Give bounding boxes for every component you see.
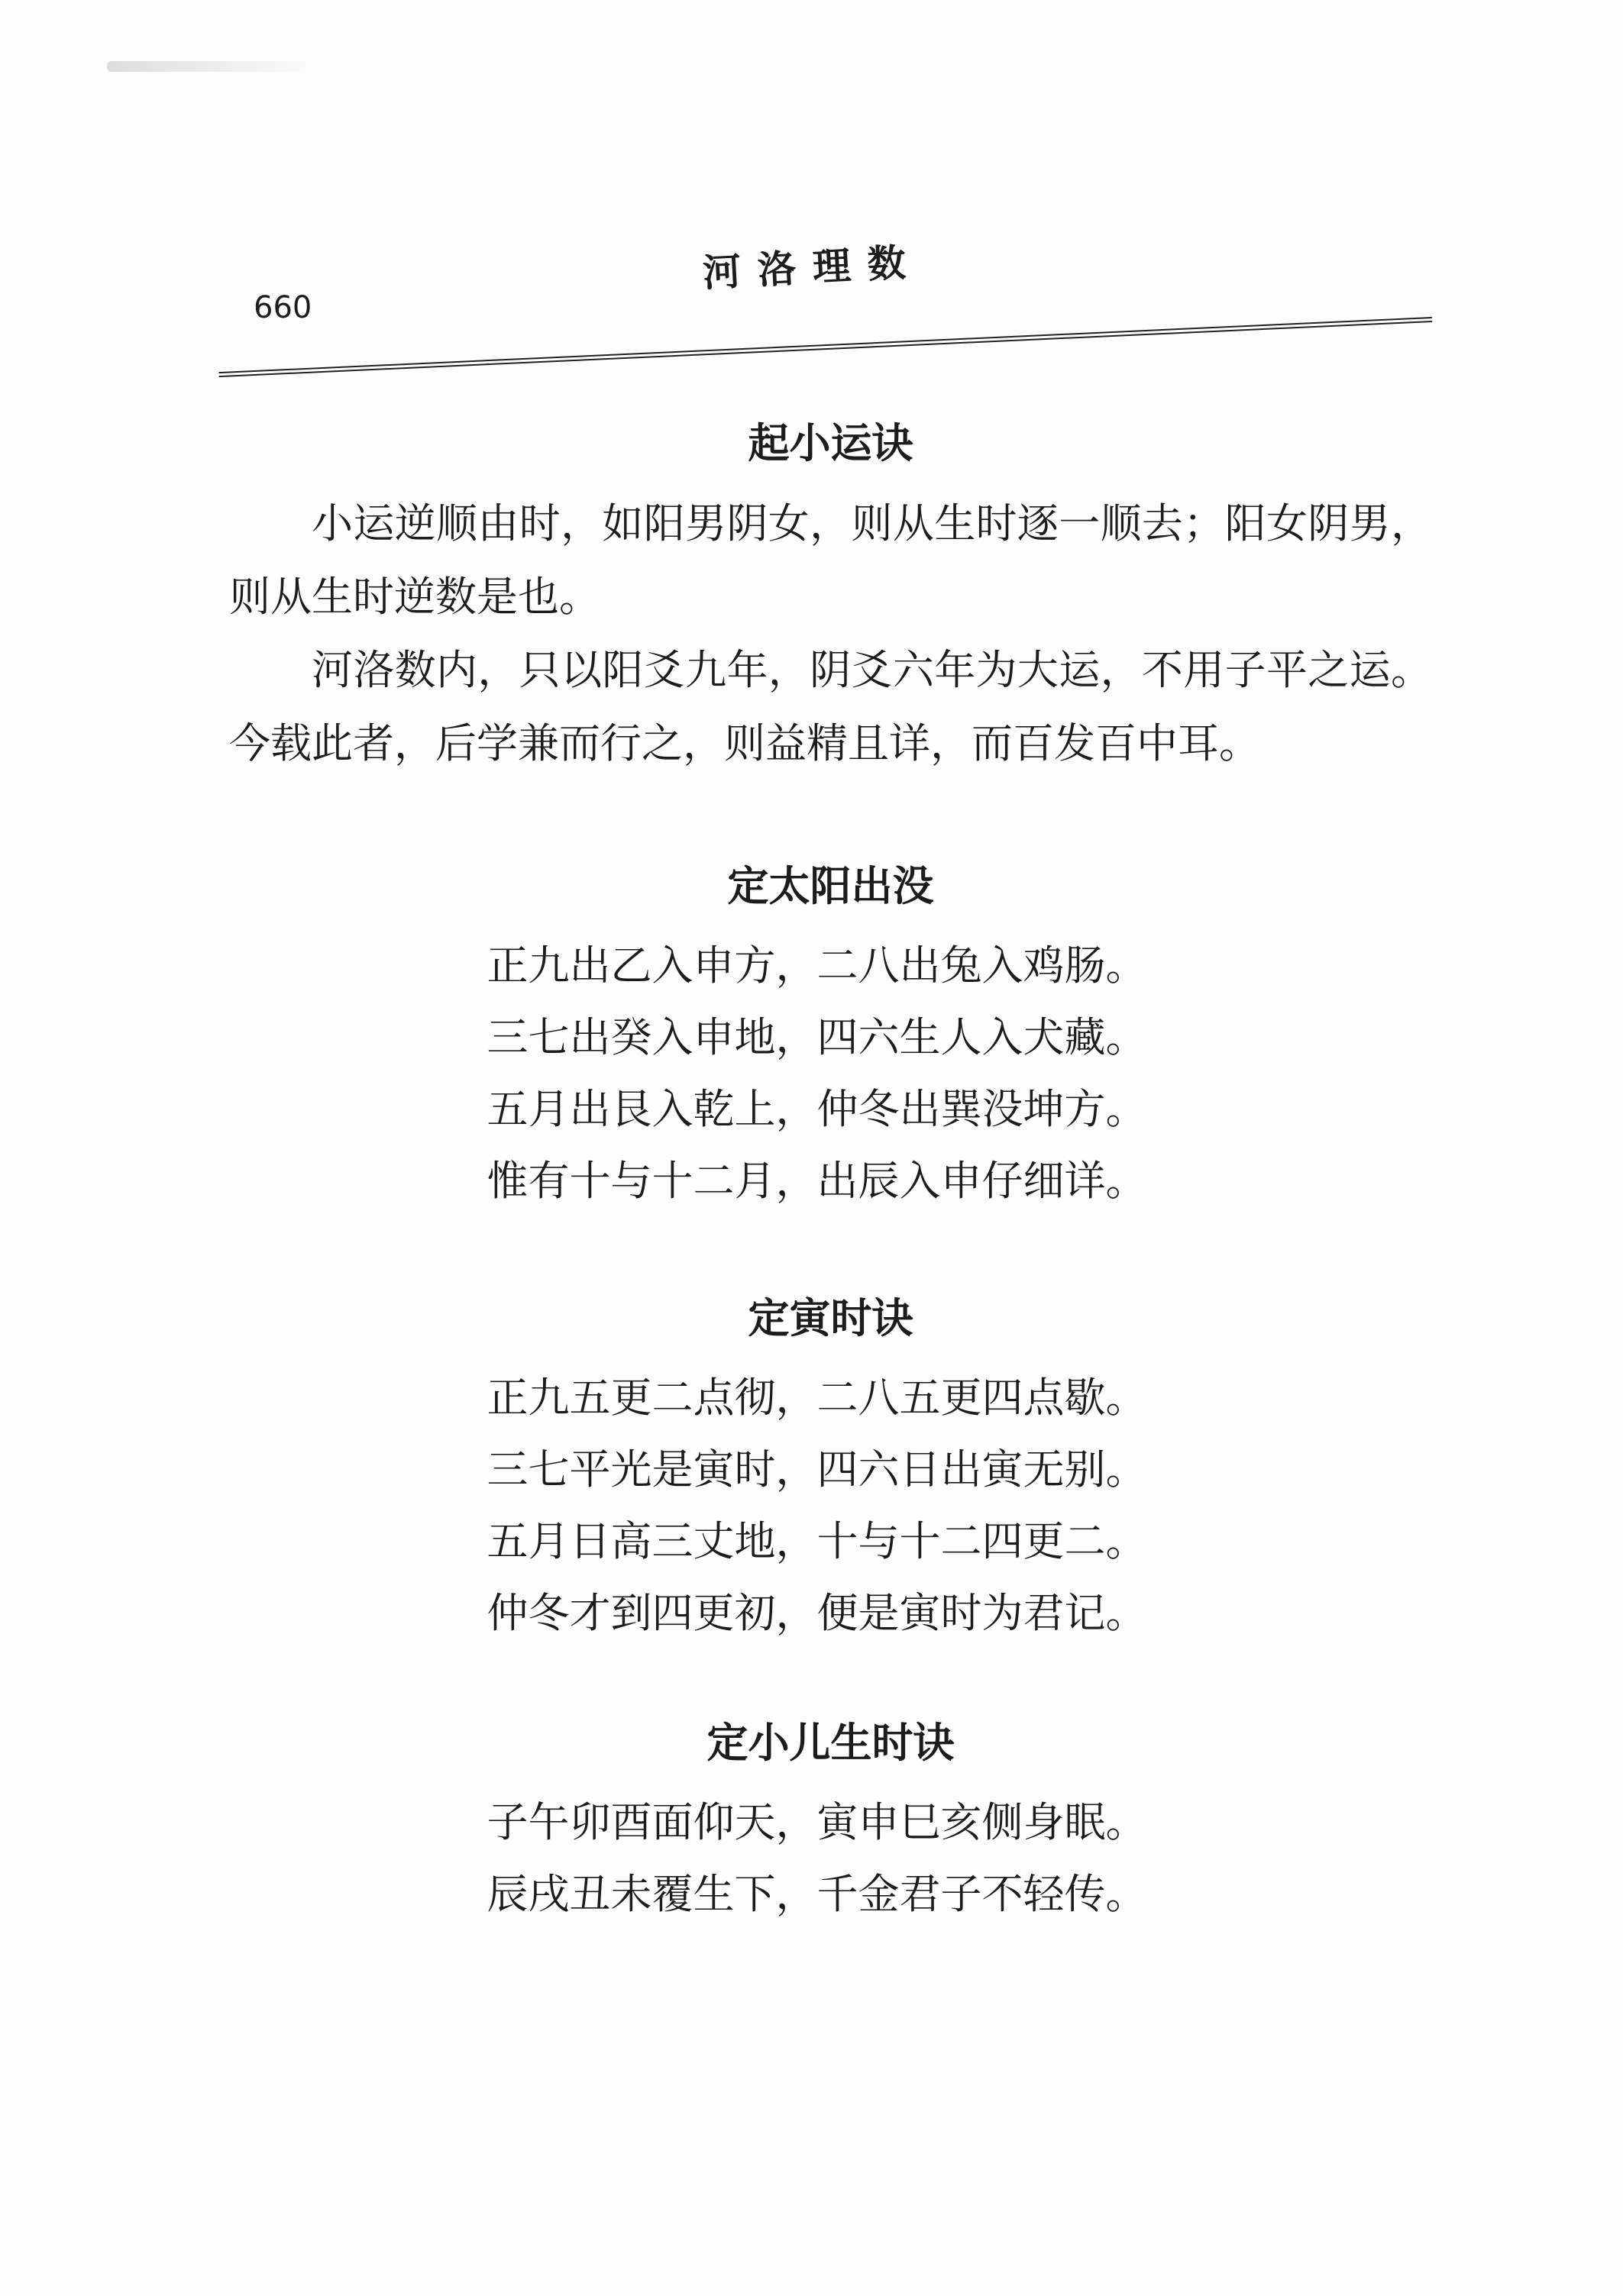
running-header (0, 0, 1623, 367)
header-rule (218, 317, 1432, 377)
verse-line: 正九五更二点彻，二八五更四点歇。 (487, 1374, 1147, 1422)
section-title: 起小运诀 (748, 418, 913, 467)
verse (441, 930, 1220, 1217)
verse (441, 1787, 1220, 1930)
page-content (229, 412, 1432, 1930)
section-title: 定寅时诀 (748, 1293, 913, 1342)
section-small-luck (229, 412, 1432, 780)
paragraph: 小运逆顺由时，如阳男阴女，则从生时逐一顺去；阳女阴男，则从生时逆数是也。 (229, 499, 1432, 621)
section-sun-rise-set (229, 855, 1432, 1217)
verse-line: 子午卯酉面仰天，寅申巳亥侧身眠。 (487, 1798, 1147, 1846)
section-child-birth-hour (229, 1712, 1432, 1930)
verse-line: 五月日高三丈地，十与十二四更二。 (487, 1517, 1147, 1565)
page-number: 660 (254, 290, 312, 325)
paragraph: 河洛数内，只以阳爻九年，阴爻六年为大运，不用子平之运。今载此者，后学兼而行之，则益精且详，而百发百中耳。 (229, 646, 1432, 767)
verse-line: 辰戌丑未覆生下，千金君子不轻传。 (487, 1870, 1147, 1918)
verse-line: 正九出乙入申方，二八出兔入鸡肠。 (487, 941, 1147, 990)
verse-line: 三七平光是寅时，四六日出寅无别。 (487, 1445, 1147, 1494)
verse-line: 五月出艮入乾上，仲冬出巽没坤方。 (487, 1085, 1147, 1133)
verse (441, 1362, 1220, 1649)
book-title: 河洛理数 (701, 238, 924, 295)
section-yin-hour (229, 1287, 1432, 1649)
verse-line: 惟有十与十二月，出辰入申仔细详。 (487, 1157, 1147, 1205)
section-title: 定太阳出没 (727, 861, 934, 910)
verse-line: 三七出癸入申地，四六生人入犬藏。 (487, 1013, 1147, 1061)
section-title: 定小儿生时诀 (706, 1718, 955, 1767)
verse-line: 仲冬才到四更初，便是寅时为君记。 (487, 1589, 1147, 1637)
